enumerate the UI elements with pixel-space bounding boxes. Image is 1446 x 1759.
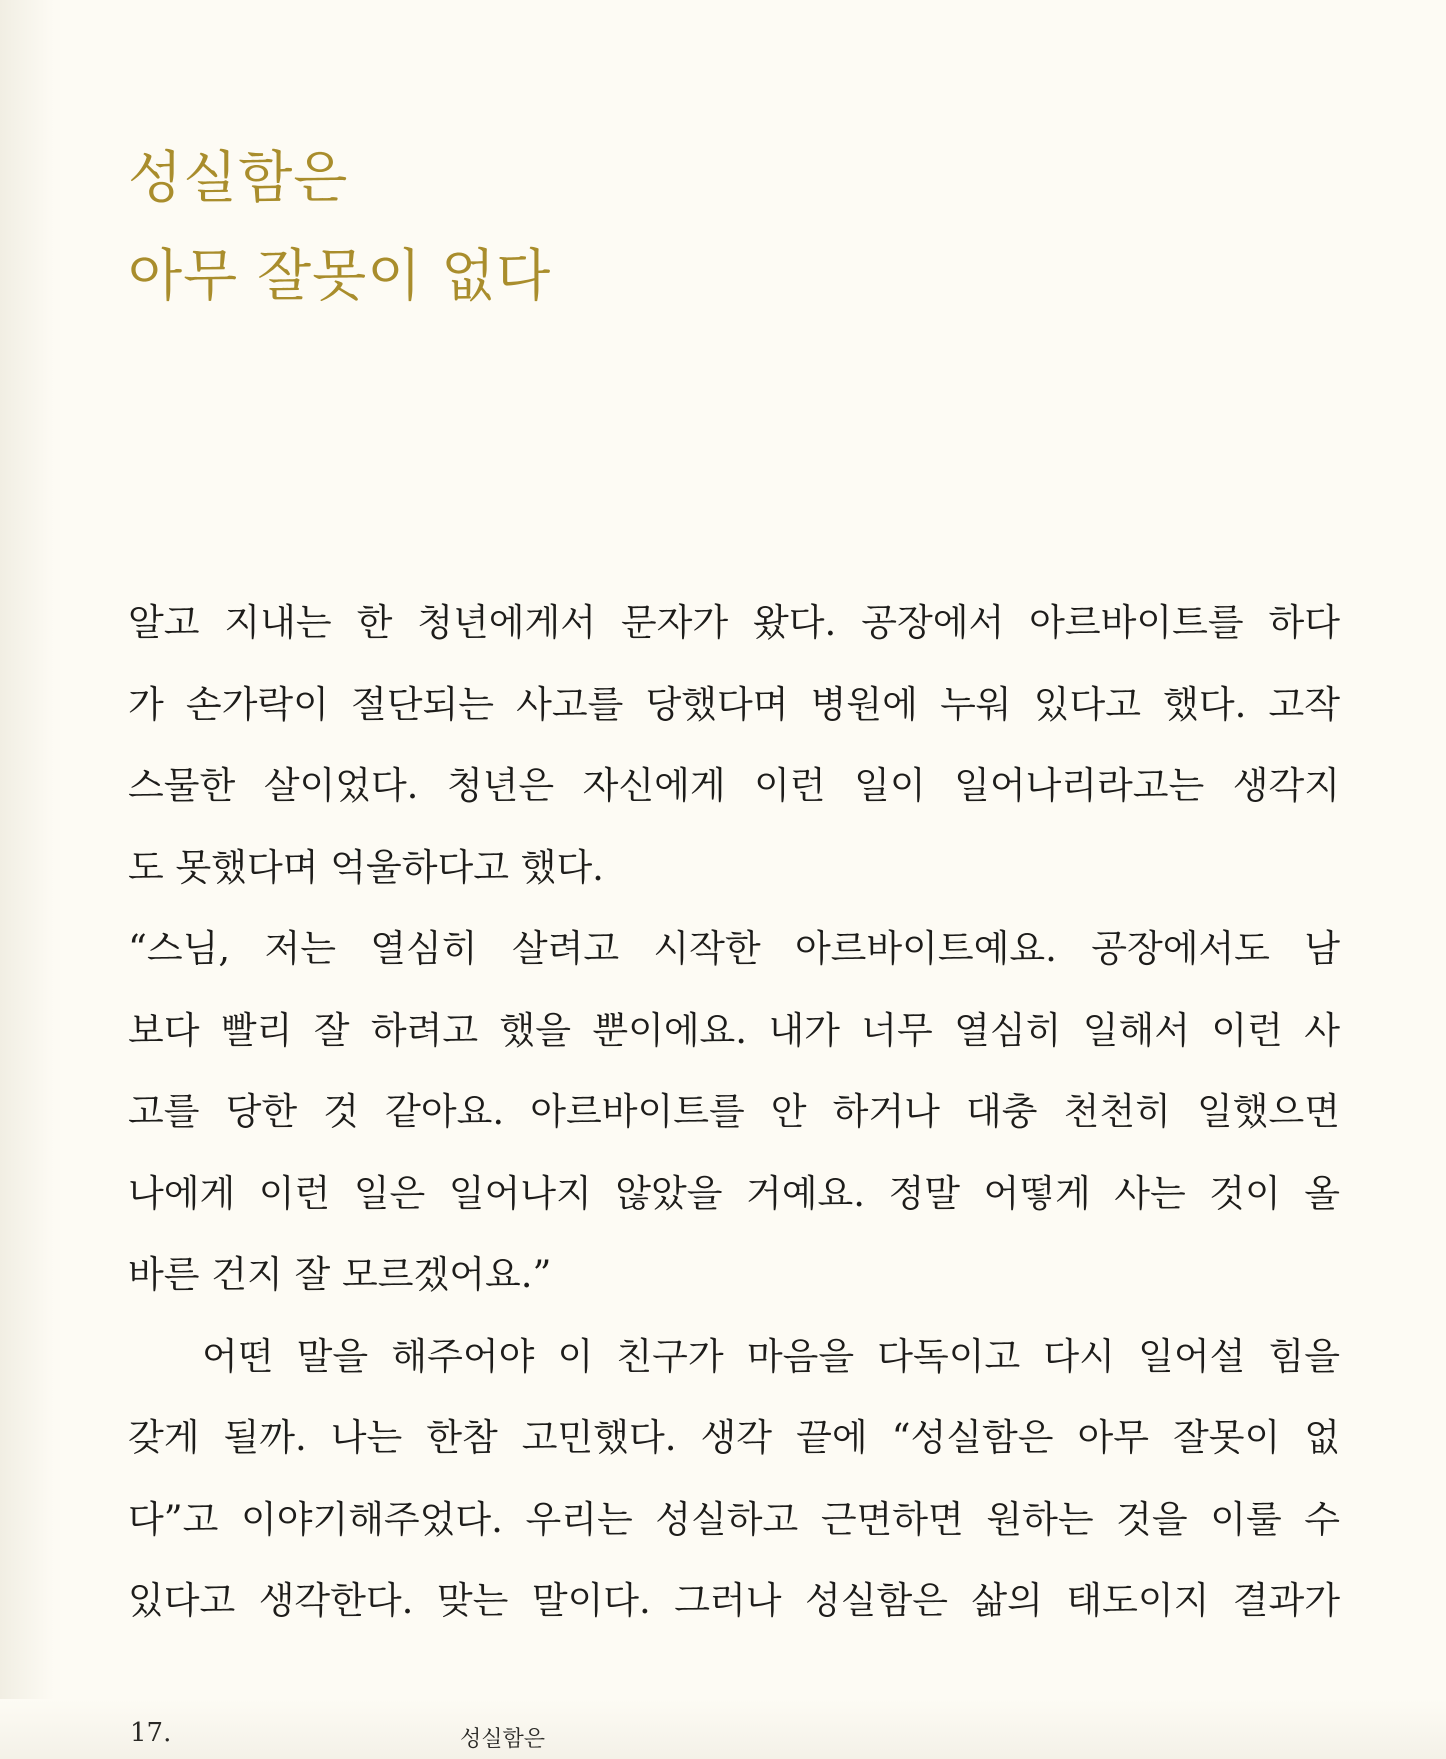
body-line: 도 못했다며 억울하다고 했다. (128, 845, 604, 889)
body-line: 다”고 이야기해주었다. 우리는 성실하고 근면하면 원하는 것을 이룰 수 (128, 1497, 1340, 1541)
body-line: 스물한 살이었다. 청년은 자신에게 이런 일이 일어나리라고는 생각지 (128, 764, 1340, 807)
body-line: 보다 빨리 잘 하려고 했을 뿐이에요. 내가 너무 열심히 일해서 이런 사 (128, 1008, 1340, 1052)
body-line: 있다고 생각한다. 맞는 말이다. 그러나 성실함은 삶의 태도이지 결과가 (128, 1579, 1340, 1622)
page-gutter-shadow (0, 0, 54, 1759)
body-line: 알고 지내는 한 청년에게서 문자가 왔다. 공장에서 아르바이트를 하다 (128, 601, 1340, 644)
body-line: 바른 건지 잘 모르겠어요.” (128, 1253, 552, 1296)
chapter-title (128, 130, 551, 326)
chapter-title-line-1: 성실함은 (128, 146, 349, 211)
body-line: 가 손가락이 절단되는 사고를 당했다며 병원에 누워 있다고 했다. 고작 (128, 682, 1340, 726)
body-line: 갖게 될까. 나는 한참 고민했다. 생각 끝에 “성실함은 아무 잘못이 없 (128, 1416, 1340, 1459)
running-head: 성실함은 (460, 1727, 546, 1752)
page-bottom-shadow (0, 1699, 1446, 1759)
body-text (128, 582, 1340, 1642)
body-line: 어떤 말을 해주어야 이 친구가 마음을 다독이고 다시 일어설 힘을 (202, 1334, 1340, 1378)
page-number: 17. (130, 1718, 172, 1748)
body-line: 고를 당한 것 같아요. 아르바이트를 안 하거나 대충 천천히 일했으면 (128, 1090, 1340, 1133)
body-line: “스님, 저는 열심히 살려고 시작한 아르바이트예요. 공장에서도 남 (128, 927, 1340, 970)
chapter-title-line-2: 아무 잘못이 없다 (128, 244, 552, 309)
body-line: 나에게 이런 일은 일어나지 않았을 거예요. 정말 어떻게 사는 것이 올 (128, 1171, 1340, 1215)
